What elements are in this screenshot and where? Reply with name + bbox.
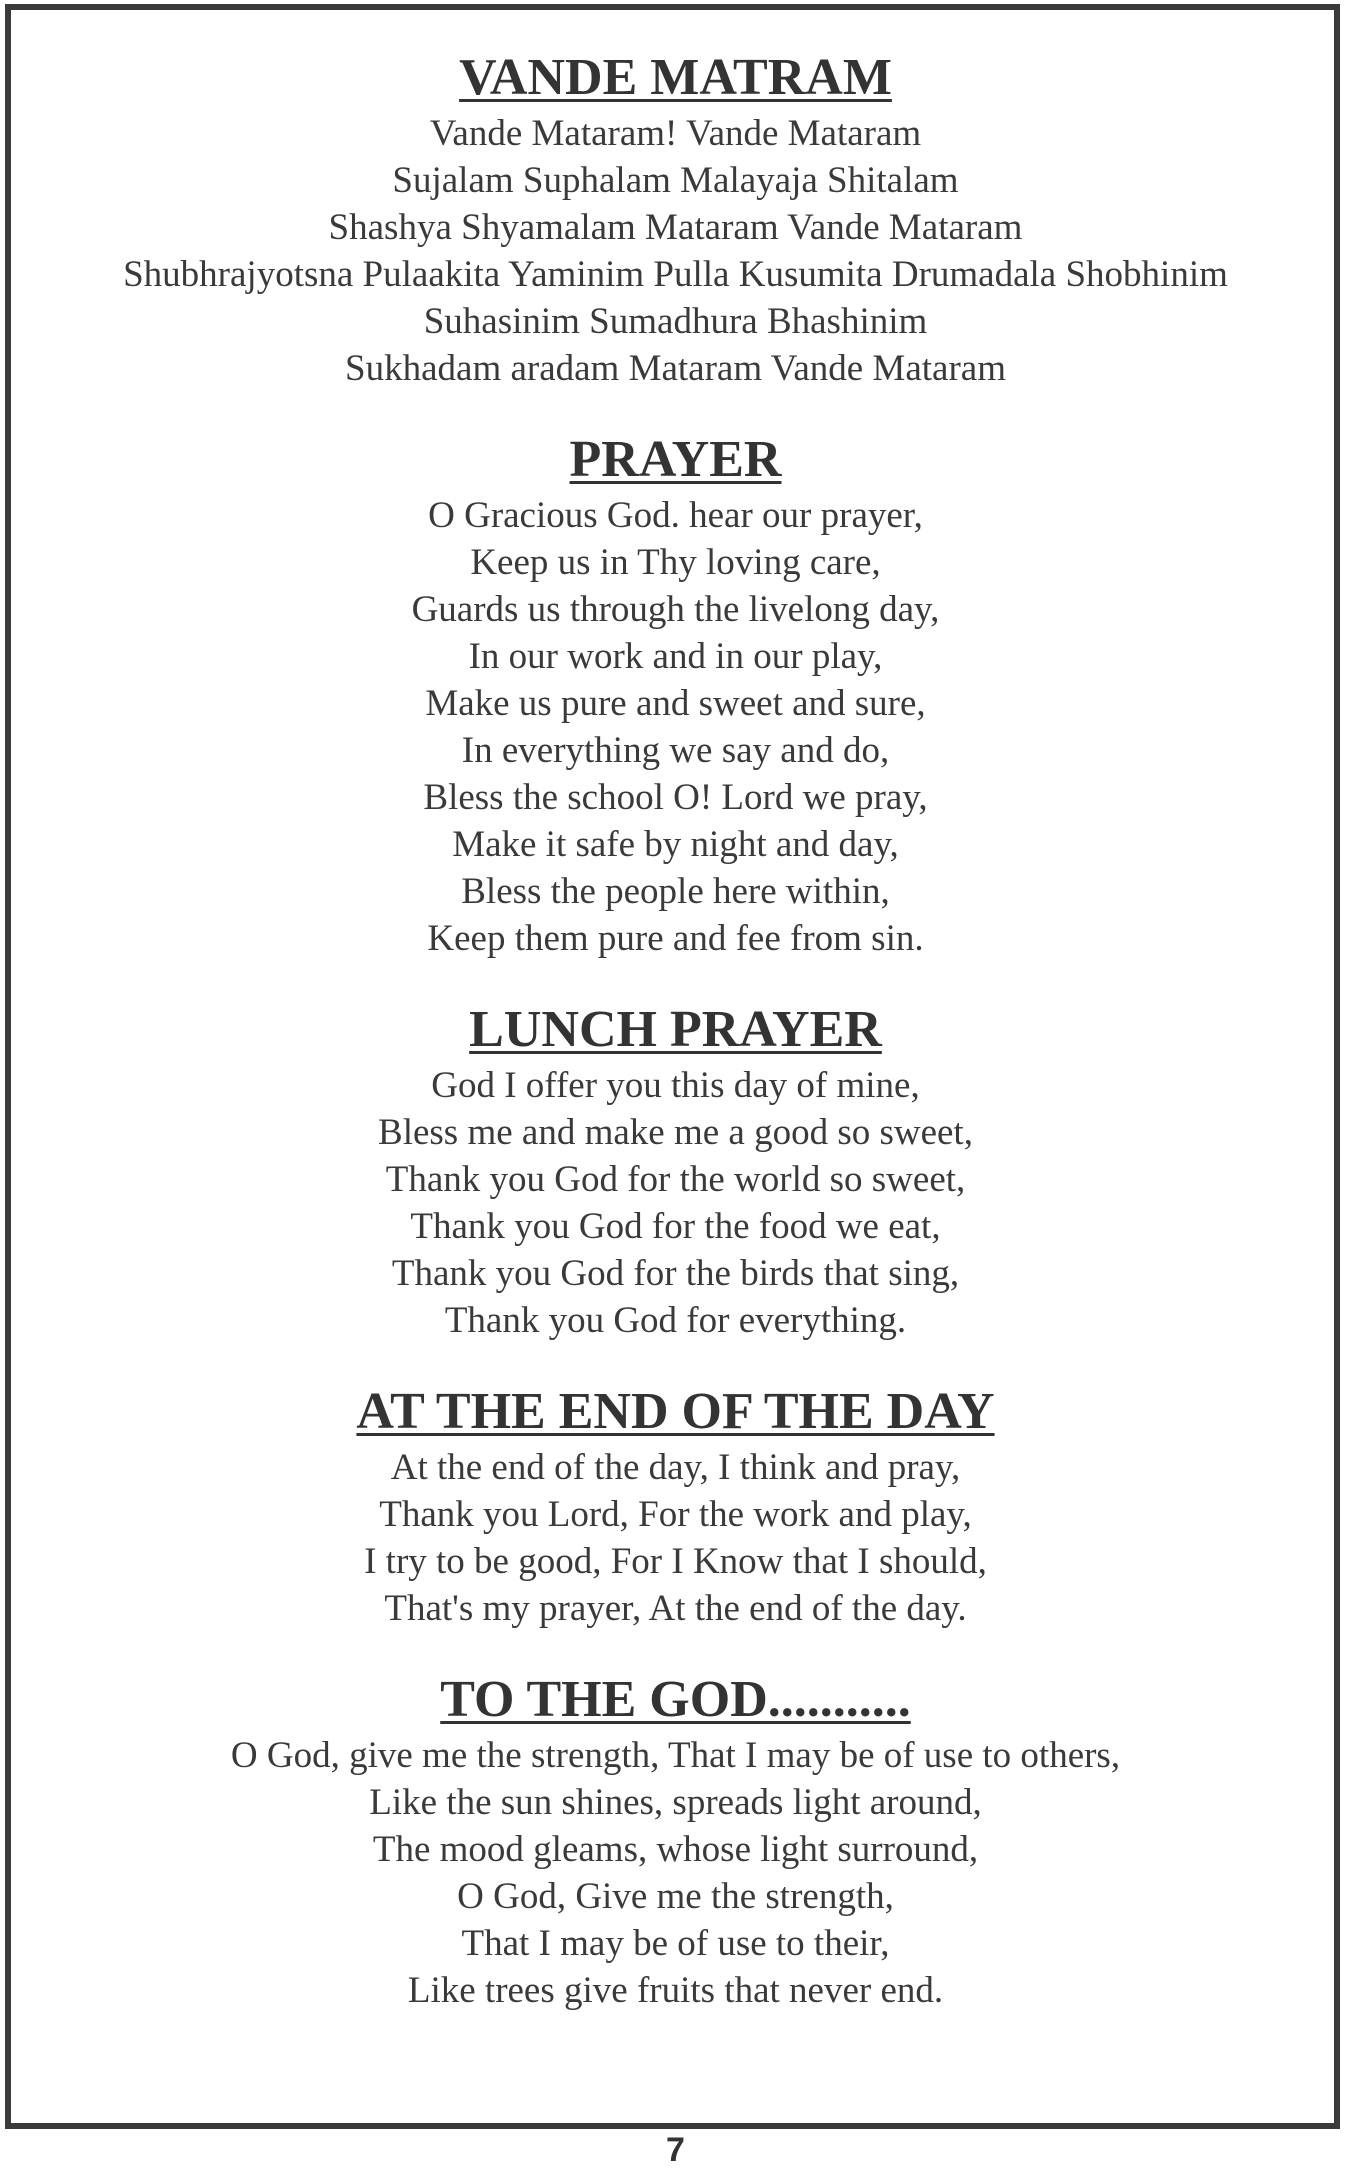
verse-line: In our work and in our play, bbox=[468, 636, 883, 677]
section-lunch-prayer bbox=[0, 1000, 1351, 1344]
verse-line: Bless me and make me a good so sweet, bbox=[378, 1112, 973, 1153]
verse-line: Thank you Lord, For the work and play, bbox=[379, 1494, 972, 1535]
verse-line: Thank you God for the birds that sing, bbox=[391, 1253, 960, 1294]
verse-line: At the end of the day, I think and pray, bbox=[390, 1447, 961, 1488]
verse-line: Keep them pure and fee from sin. bbox=[427, 918, 924, 959]
section-title: AT THE END OF THE DAY bbox=[356, 1383, 995, 1440]
verse-line: Thank you God for the food we eat, bbox=[410, 1206, 941, 1247]
section-title: PRAYER bbox=[569, 431, 782, 488]
verse-line: God I offer you this day of mine, bbox=[431, 1065, 920, 1106]
verse-line: Vande Mataram! Vande Mataram bbox=[429, 113, 922, 154]
verse-line: Thank you God for the world so sweet, bbox=[385, 1159, 966, 1200]
document-body bbox=[0, 48, 1351, 2014]
section-title: VANDE MATRAM bbox=[459, 49, 892, 106]
verse-line: Bless the school O! Lord we pray, bbox=[423, 777, 928, 818]
verse-line: In everything we say and do, bbox=[461, 730, 890, 771]
section-vande-matram bbox=[0, 48, 1351, 392]
verse-line: O God, Give me the strength, bbox=[457, 1876, 894, 1917]
page-number: 7 bbox=[666, 2131, 685, 2169]
section-title: LUNCH PRAYER bbox=[469, 1001, 882, 1058]
verse-line: Sujalam Suphalam Malayaja Shitalam bbox=[392, 160, 959, 201]
verse-line: Keep us in Thy loving care, bbox=[470, 542, 881, 583]
verse-line: Thank you God for everything. bbox=[444, 1300, 907, 1341]
verse-line: Guards us through the livelong day, bbox=[411, 589, 940, 630]
section-prayer bbox=[0, 430, 1351, 962]
verse-line: I try to be good, For I Know that I should, bbox=[364, 1541, 987, 1582]
verse-line: Shashya Shyamalam Mataram Vande Mataram bbox=[328, 207, 1023, 248]
verse-line: Shubhrajyotsna Pulaakita Yaminim Pulla Kusumita Drumadala Shobhinim bbox=[123, 254, 1228, 295]
verse-line: Like trees give fruits that never end. bbox=[407, 1970, 944, 2011]
verse-line: That I may be of use to their, bbox=[461, 1923, 890, 1964]
section-title: TO THE GOD........... bbox=[440, 1671, 911, 1728]
verse-line: Suhasinim Sumadhura Bhashinim bbox=[423, 301, 928, 342]
section-end-of-day bbox=[0, 1382, 1351, 1632]
verse-line: Make us pure and sweet and sure, bbox=[425, 683, 926, 724]
verse-line: That's my prayer, At the end of the day. bbox=[384, 1588, 967, 1629]
verse-line: Make it safe by night and day, bbox=[452, 824, 899, 865]
verse-line: Sukhadam aradam Mataram Vande Mataram bbox=[345, 348, 1006, 389]
verse-line: Like the sun shines, spreads light around, bbox=[369, 1782, 982, 1823]
verse-line: The mood gleams, whose light surround, bbox=[372, 1829, 979, 1870]
verse-line: O Gracious God. hear our prayer, bbox=[428, 495, 923, 536]
section-to-the-god bbox=[0, 1670, 1351, 2014]
verse-line: Bless the people here within, bbox=[461, 871, 890, 912]
verse-line: O God, give me the strength, That I may be of use to others, bbox=[230, 1735, 1121, 1776]
